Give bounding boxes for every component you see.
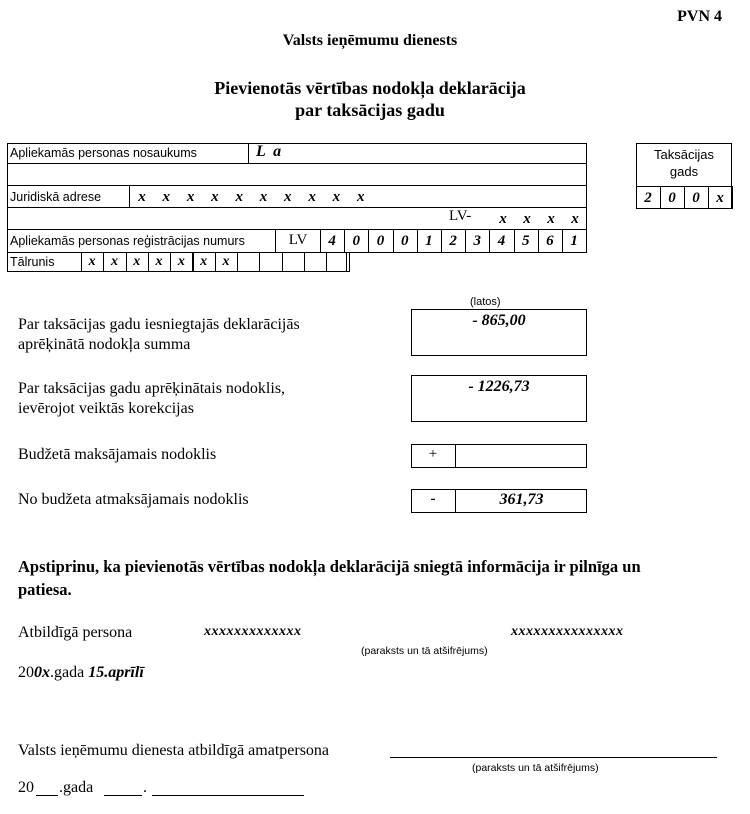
phone-char: x: [133, 254, 141, 269]
official-signature-line[interactable]: [390, 757, 717, 758]
responsible-name[interactable]: xxxxxxxxxxxxx: [204, 624, 302, 639]
refund-sign: -: [430, 491, 436, 507]
postal-char: x: [547, 211, 555, 227]
payable-sign: +: [428, 446, 438, 462]
address-char: x: [308, 189, 316, 205]
phone-digit-cell[interactable]: [259, 252, 282, 272]
tax-year-digit: 2: [644, 190, 652, 206]
responsible-label: Atbildīgā persona: [18, 624, 133, 641]
address-char: x: [259, 189, 268, 205]
phone-digit-cell[interactable]: [282, 252, 305, 272]
address-char: x: [332, 189, 341, 205]
page-subtitle: par taksācijas gadu: [295, 100, 445, 120]
address-char: x: [235, 189, 243, 205]
reg-digit: 3: [473, 233, 482, 249]
refund-label: No budžeta atmaksājamais nodoklis: [18, 491, 249, 508]
tax-year-digit: x: [716, 190, 724, 206]
phone-char: x: [222, 254, 230, 269]
reg-digit: 4: [497, 233, 506, 249]
reg-digit: 1: [570, 233, 578, 249]
corrected-label-2: ievērojot veiktās korekcijas: [18, 400, 194, 417]
address-char: x: [211, 189, 219, 205]
official-date-suffix: .gada: [59, 779, 94, 796]
name-label: Apliekamās personas nosaukums: [10, 146, 197, 160]
official-date-sep: .: [143, 779, 147, 796]
responsible-signature[interactable]: xxxxxxxxxxxxxxx: [511, 624, 624, 639]
reg-digit: 1: [425, 233, 433, 249]
signature-caption: (paraksts un tā atšifrējums): [361, 645, 488, 657]
reg-label: Apliekamās personas reģistrācijas numurs: [10, 234, 245, 248]
reg-digit: 0: [352, 233, 361, 249]
postal-char: x: [571, 211, 579, 227]
address-char: x: [138, 189, 146, 205]
phone-digit-cell[interactable]: [304, 252, 327, 272]
phone-char: x: [177, 254, 185, 269]
declared-amount: - 865,00: [472, 312, 526, 329]
official-date-day-line[interactable]: [104, 795, 142, 796]
address-char: x: [186, 189, 195, 205]
name-field[interactable]: L a: [256, 143, 284, 160]
certification-text: Apstiprinu, ka pievienotās vērtības nodokļa deklarācijā sniegtā informācija ir pilnīga un: [18, 557, 641, 576]
tax-year-digit: 0: [668, 190, 676, 206]
certification-text-2: patiesa.: [18, 580, 72, 599]
corrected-amount: - 1226,73: [468, 378, 530, 395]
address-char: x: [162, 189, 171, 205]
reg-digit: 2: [449, 233, 457, 249]
declared-label-2: aprēķinātā nodokļa summa: [18, 336, 191, 353]
reg-digit: 6: [546, 233, 554, 249]
refund-amount: 361,73: [499, 491, 544, 508]
page-title: Pievienotās vērtības nodokļa deklarācija: [214, 78, 526, 98]
payable-label: Budžetā maksājamais nodoklis: [18, 446, 217, 463]
official-date-month-line[interactable]: [152, 795, 304, 796]
address-char: x: [356, 189, 365, 205]
reg-prefix: LV: [288, 232, 308, 248]
postal-char: x: [499, 211, 507, 227]
reg-digit: 4: [328, 233, 336, 249]
postal-char: x: [523, 211, 531, 227]
phone-char: x: [200, 254, 208, 269]
official-label: Valsts ieņēmumu dienesta atbildīgā amatpersona: [18, 742, 330, 759]
reg-digit: 0: [400, 233, 409, 249]
corrected-label: Par taksācijas gadu aprēķinātais nodoklis,: [18, 380, 286, 397]
postal-prefix: LV-: [449, 208, 472, 224]
official-date: 20: [18, 779, 34, 796]
declared-label: Par taksācijas gadu iesniegtajās deklarācijās: [18, 316, 300, 333]
phone-digit-cell[interactable]: [237, 252, 260, 272]
official-signature-caption: (paraksts un tā atšifrējums): [472, 762, 599, 774]
phone-digit-cell[interactable]: [326, 252, 349, 272]
phone-char: x: [155, 254, 163, 269]
tax-year-label-2: gads: [669, 164, 699, 179]
tax-year-digit: 0: [692, 190, 700, 206]
phone-label: Tālrunis: [10, 255, 55, 269]
address-label: Juridiskā adrese: [10, 190, 102, 204]
official-date-year-line[interactable]: [36, 795, 58, 796]
reg-digit: 5: [521, 233, 530, 249]
phone-char: x: [110, 254, 118, 269]
reg-digit: 0: [376, 233, 385, 249]
address-char: x: [284, 189, 292, 205]
name-continuation-row[interactable]: [7, 164, 587, 186]
form-code: PVN 4: [677, 8, 722, 25]
authority-name: Valsts ieņēmumu dienests: [282, 32, 458, 49]
unit-label: (latos): [470, 296, 501, 308]
tax-year-label: Taksācijas: [654, 147, 714, 162]
phone-char: x: [88, 254, 96, 269]
certification-date: 200x.gada 15.aprīlī: [18, 664, 144, 681]
